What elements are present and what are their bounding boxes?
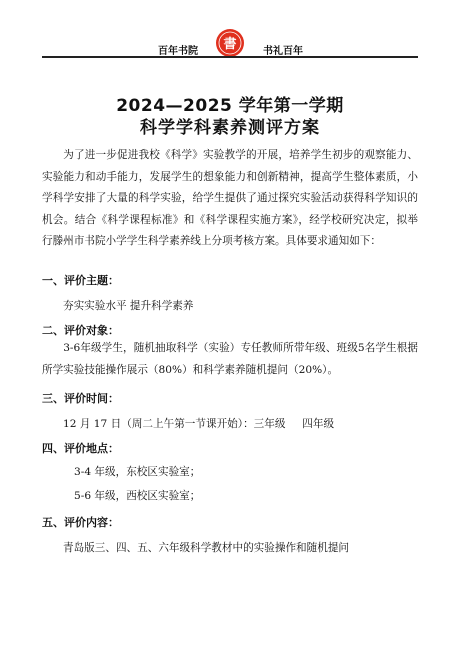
section-target-text: 3-6年级学生，随机抽取科学（实验）专任教师所带年级、班级5名学生根据所学实验技能操作展示（80%）和科学素养随机提问（20%）。 <box>42 342 418 376</box>
section-content-text: 青岛版三、四、五、六年级科学教材中的实验操作和随机提问 <box>63 542 350 554</box>
section-heading-target: 二、评价对象： <box>42 324 119 337</box>
page-title-line2: 科学学科素养测评方案 <box>140 118 320 138</box>
header-divider <box>42 56 418 58</box>
section-time-text: 12 月 17 日（周二上午第一节课开始）：三年级 四年级 <box>63 418 335 430</box>
page-title-line1: 2024—2025 学年第一学期 <box>116 96 344 116</box>
section-location-text-1: 3-4 年级，东校区实验室； <box>74 466 201 478</box>
section-heading-content: 五、评价内容： <box>42 516 119 529</box>
section-location-text-2: 5-6 年级，西校区实验室； <box>74 490 201 502</box>
header-left-text: 百年书院 <box>158 46 198 57</box>
header-right-text: 书礼百年 <box>263 46 303 57</box>
intro-paragraph: 为了进一步促进我校《科学》实验教学的开展，培养学生初步的观察能力、实验能力和动手能力，发展学生的想象能力和创新精神，提高学生整体素质，小学科学安排了大量的科学实验，给学生提供了通过探究实验活动获得科学知识的机会。结合《科学课程标准》和《科学课程实施方案》，经学校研究决定，拟举行滕州市书院小学学生科学素养线上分项考核方案。具体要求通知如下： <box>42 149 418 248</box>
section-heading-theme: 一、评价主题： <box>42 274 119 287</box>
section-heading-time: 三、评价时间： <box>42 392 119 405</box>
school-logo-icon <box>215 28 245 58</box>
svg-text:書: 書 <box>223 37 237 52</box>
section-theme-text: 夯实实验水平 提升科学素养 <box>63 300 194 312</box>
page-header <box>0 6 460 62</box>
section-heading-location: 四、评价地点： <box>42 442 119 455</box>
